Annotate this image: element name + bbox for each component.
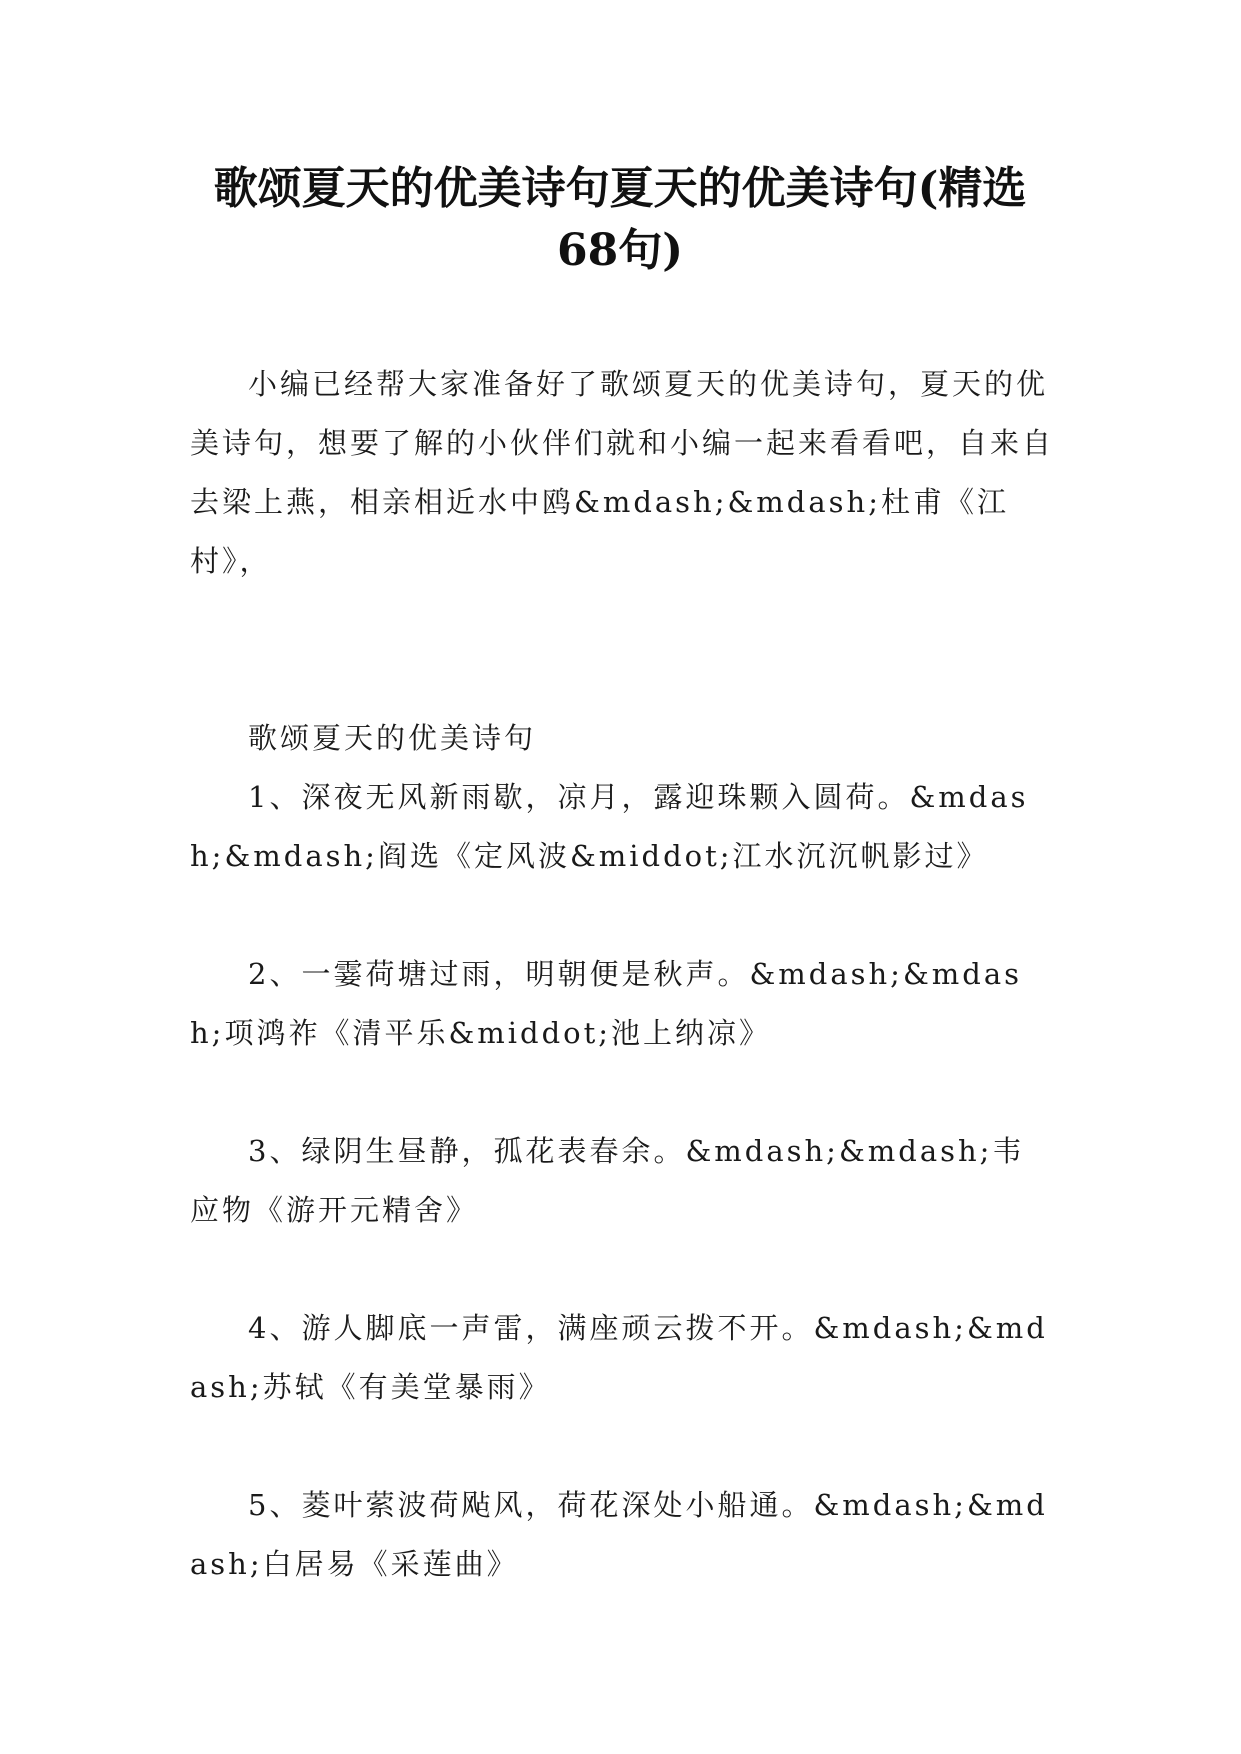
section-heading: 歌颂夏天的优美诗句	[248, 721, 537, 755]
poem-item-3: 3、绿阴生昼静，孤花表春余。&mdash;&mdash;韦应物《游开元精舍》	[190, 1134, 1025, 1227]
poem-item-4: 4、游人脚底一声雷，满座顽云拨不开。&mdash;&mdash;苏轼《有美堂暴雨》	[190, 1311, 1048, 1404]
intro-paragraph: 小编已经帮大家准备好了歌颂夏天的优美诗句，夏天的优美诗句，想要了解的小伙伴们就和小编一起来看看吧，自来自去梁上燕，相亲相近水中鸥&mdash;&mdash;杜甫《江村》，	[190, 367, 1055, 578]
title-line-2: 68句)	[556, 225, 684, 276]
document-body	[190, 355, 1055, 1594]
document-title	[180, 158, 1060, 282]
poem-item-2: 2、一霎荷塘过雨，明朝便是秋声。&mdash;&mdash;项鸿祚《清平乐&middot;池上纳凉》	[190, 957, 1022, 1050]
poem-item-5: 5、菱叶萦波荷飐风，荷花深处小船通。&mdash;&mdash;白居易《采莲曲》	[190, 1488, 1048, 1581]
title-line-1: 歌颂夏天的优美诗句夏天的优美诗句(精选	[213, 163, 1027, 214]
poem-item-1: 1、深夜无风新雨歇，凉月，露迎珠颗入圆荷。&mdash;&mdash;阎选《定风波&middot;江水沉沉帆影过》	[190, 780, 1029, 873]
